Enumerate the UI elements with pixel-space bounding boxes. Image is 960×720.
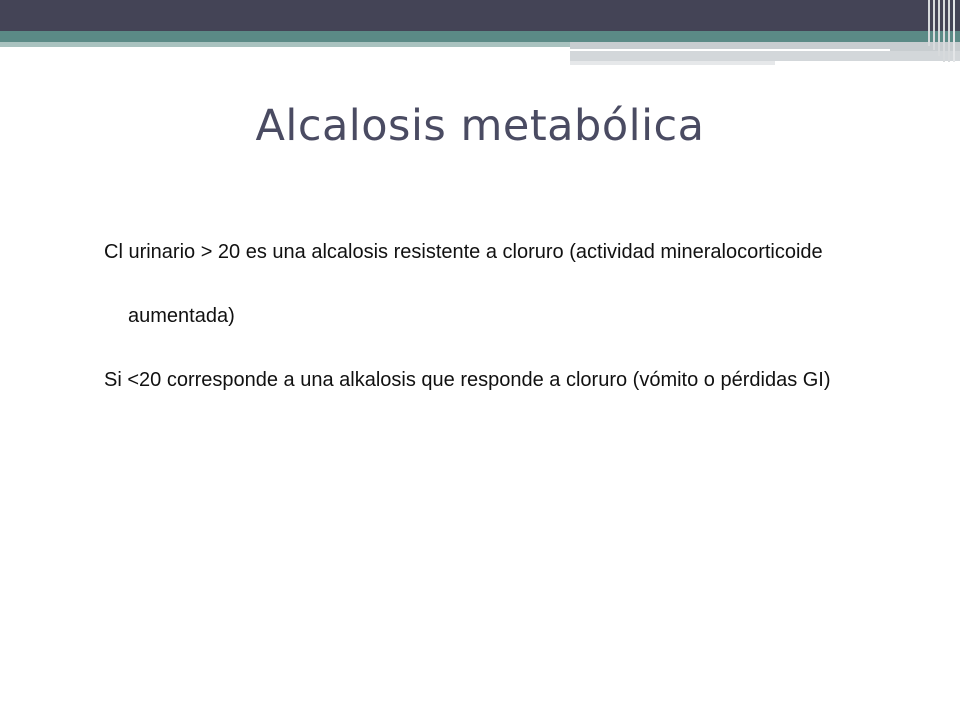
header-band-grey-short [570, 61, 775, 65]
decorative-stripe [933, 0, 935, 50]
slide-body [104, 220, 894, 412]
header-band-dark [0, 0, 960, 31]
decorative-stripe [943, 0, 945, 62]
header-band-white-line [570, 49, 888, 51]
body-paragraph: Cl urinario > 20 es una alcalosis resistente a cloruro (actividad mineralocorticoide aumentada) [104, 241, 823, 327]
header-band-teal-light [0, 42, 570, 47]
decorative-stripe [948, 0, 950, 62]
decorative-stripe [953, 0, 955, 62]
header-band-grey-lower [570, 51, 960, 61]
body-paragraph: Si <20 corresponde a una alkalosis que responde a cloruro (vómito o pérdidas GI) [104, 369, 831, 391]
slide-title: Alcalosis metabólica [255, 101, 705, 151]
decorative-stripe [928, 0, 930, 46]
decorative-stripe [938, 0, 940, 56]
header-band-teal [0, 31, 960, 42]
